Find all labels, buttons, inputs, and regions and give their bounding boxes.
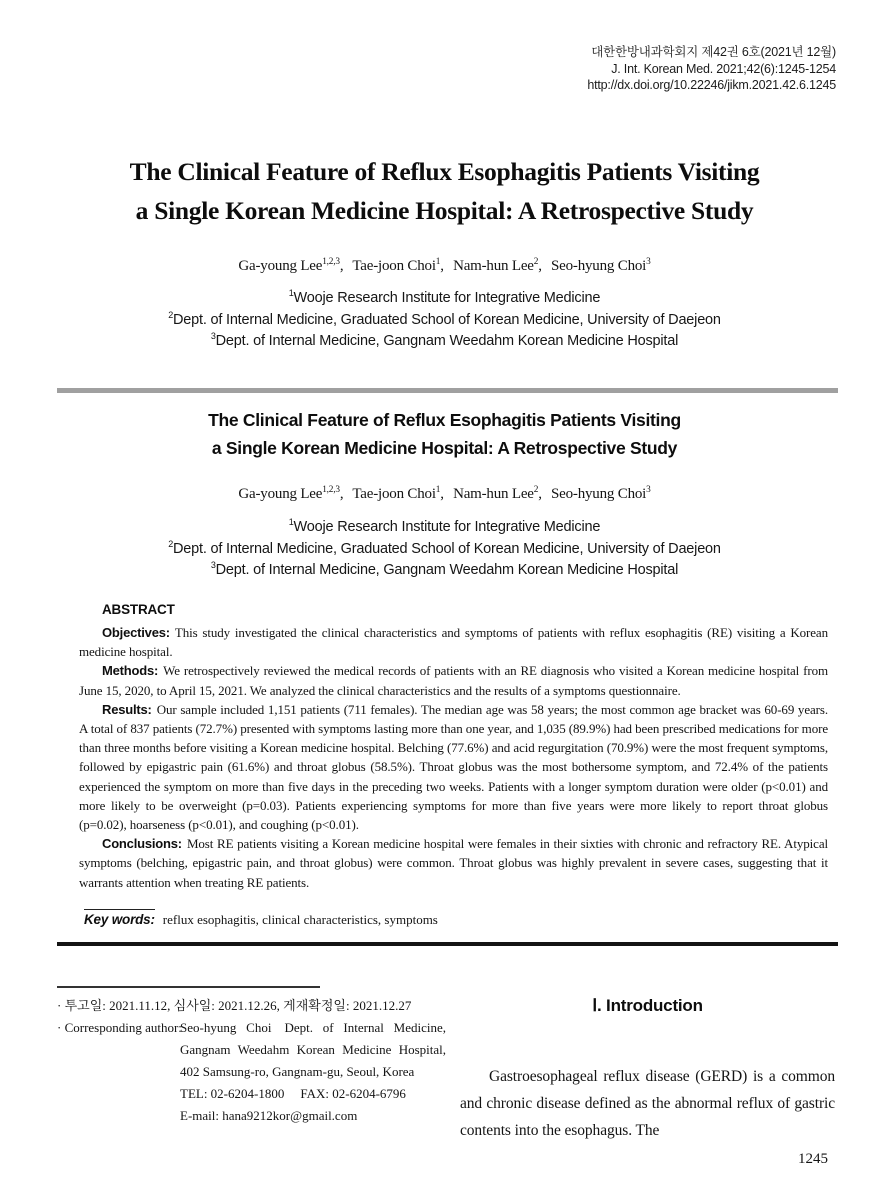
affiliation-line: $^3$Dept. of Internal Medicine, Gangnam Weedahm Korean Medicine Hospital [210,560,679,578]
section-text: This study investigated the clinical characteristics and symptoms of patients with reflux esophagitis (RE) visiting a Korean medicine hospital. [79,625,828,660]
journal-header [587,44,836,94]
introduction-heading: Ⅰ. Introduction [592,996,703,1015]
keywords-label: Key words: [84,909,155,927]
keywords-text: reflux esophagitis, clinical characteristics, symptoms [162,912,438,927]
abstract-affiliations [0,517,889,582]
article-title-line2: a Single Korean Medicine Hospital: A Retrospective Study [135,196,754,225]
authors-line: Ga-young Lee$^{1,2,3}$, Tae-joon Choi$^1$, Nam-hun Lee$^2$, Seo-hyung Choi$^3$ [238,257,651,274]
author-superscript: 3 [646,257,651,267]
abstract-title-line1: The Clinical Feature of Reflux Esophagitis Patients Visiting [208,410,681,430]
author: Ga-young Lee$^{1,2,3}$ [238,485,340,502]
submission-dates: · 투고일: 2021.11.12, 심사일: 2021.12.26, 게재확정일: 2021.12.27 [57,998,412,1013]
abstract-box-title [0,407,889,462]
author-superscript: 2 [533,257,539,267]
doi-url: http://dx.doi.org/10.22246/jikm.2021.42.6.1245 [587,78,836,92]
author-superscript: 1 [435,257,441,267]
affiliation-line: $^3$Dept. of Internal Medicine, Gangnam Weedahm Korean Medicine Hospital [210,331,679,349]
tel-fax-line [180,1083,446,1105]
section-text: Most RE patients visiting a Korean medicine hospital were females in their sixties with chronic and refractory RE. Atypical symptoms (belching, epigastric pain, and throat globus) were common. Throat globus was highly prevalent in severe cases, suggesting that it warrants attention when treating RE patients. [79,836,828,890]
tel: TEL: 02-6204-1800 [180,1086,285,1101]
introduction-paragraph: Gastroesophageal reflux disease (GERD) is a common and chronic disease defined as the abnormal reflux of gastric contents into the esophagus. The [460,1068,835,1139]
keywords-row [84,909,438,928]
abstract-methods [79,661,828,699]
author-superscript: 1,2,3 [322,485,340,495]
affiliation-line: $^1$Wooje Research Institute for Integrative Medicine [288,517,601,535]
abstract-title-line2: a Single Korean Medicine Hospital: A Retrospective Study [211,437,678,458]
author-superscript: 1 [435,485,441,495]
author: Nam-hun Lee$^2$ [453,485,539,502]
page-number: 1245 [798,1151,828,1167]
corresponding-author-label: · Corresponding author: [57,1020,182,1035]
footnote-rule [57,986,320,988]
corresponding-author-address: Dept. of Internal Medicine, Gangnam Weedahm Korean Medicine Hospital, 402 Samsung-ro, Gangnam-gu, Seoul, Korea [180,1020,446,1079]
corresponding-author-note [57,1017,446,1127]
author: Tae-joon Choi$^1$ [352,485,441,502]
affiliation-line: $^1$Wooje Research Institute for Integrative Medicine [288,288,601,306]
email: E-mail: hana9212kor@gmail.com [180,1108,358,1123]
abstract-heading: ABSTRACT [102,602,175,617]
abstract-conclusions [79,834,828,892]
author: Nam-hun Lee$^2$ [453,257,539,274]
author: Tae-joon Choi$^1$ [352,257,441,274]
journal-citation: J. Int. Korean Med. 2021;42(6):1245-1254 [611,61,836,76]
affiliation-line: $^2$Dept. of Internal Medicine, Graduated School of Korean Medicine, University of Daejeon [168,309,721,328]
footnote-column [57,986,446,1127]
section-text: Our sample included 1,151 patients (711 females). The median age was 58 years; the most common age bracket was 60-69 years. A total of 837 patients (72.7%) presented with symptoms lasting more than one year, and 1,035 (89.9%) had been prescribed medications for more than three months before visiting a Korean medicine hospital. Belching (77.6%) and acid regurgitation (70.9%) were the most frequent symptoms, followed by epigastric pain (61.6%) and throat globus (58.5%). Throat globus was the most bothersome symptom, and 72.4% of the patients experienced the symptom on more than five days in the preceding two weeks. Patients with a longer symptom duration were older (p<0.01) and more likely to be overweight (p=0.03). Patients experiencing symptoms for more than five years were more likely to report throat globus (p=0.02), hoarseness (p<0.01), and coughing (p<0.01). [79,701,828,833]
section-label: Conclusions: [102,836,182,852]
divider-black-bar [57,942,838,946]
abstract-section [79,602,828,904]
section-label: Results: [102,701,152,717]
abstract-results [79,700,828,834]
journal-name: 대한한방내과학회지 제42권 6호(2021년 12월) [591,45,836,59]
author-superscript: 1,2,3 [322,257,340,267]
section-text: We retrospectively reviewed the medical records of patients with an RE diagnosis who visited a Korean medicine hospital from June 15, 2020, to April 15, 2021. We analyzed the clinical characteristics and the results of a symptoms questionnaire. [79,663,828,698]
section-label: Objectives: [102,625,170,640]
article-title [0,152,889,230]
divider-gray-bar [57,388,838,393]
abstract-authors-line: Ga-young Lee$^{1,2,3}$, Tae-joon Choi$^1$, Nam-hun Lee$^2$, Seo-hyung Choi$^3$ [238,485,651,502]
article-title-line1: The Clinical Feature of Reflux Esophagitis Patients Visiting [129,157,760,186]
affiliations [0,288,889,353]
corresponding-author-name: Seo-hyung Choi [180,1020,272,1035]
abstract-objectives [79,623,828,661]
author: Seo-hyung Choi$^3$ [551,257,651,274]
fax: FAX: 02-6204-6796 [300,1086,406,1101]
section-label: Methods: [102,663,159,679]
author: Seo-hyung Choi$^3$ [551,485,651,502]
introduction-column [460,996,835,1144]
author-superscript: 2 [533,485,539,495]
affiliation-line: $^2$Dept. of Internal Medicine, Graduated School of Korean Medicine, University of Daejeon [168,538,721,557]
author: Ga-young Lee$^{1,2,3}$ [238,257,340,274]
author-superscript: 3 [646,485,651,495]
